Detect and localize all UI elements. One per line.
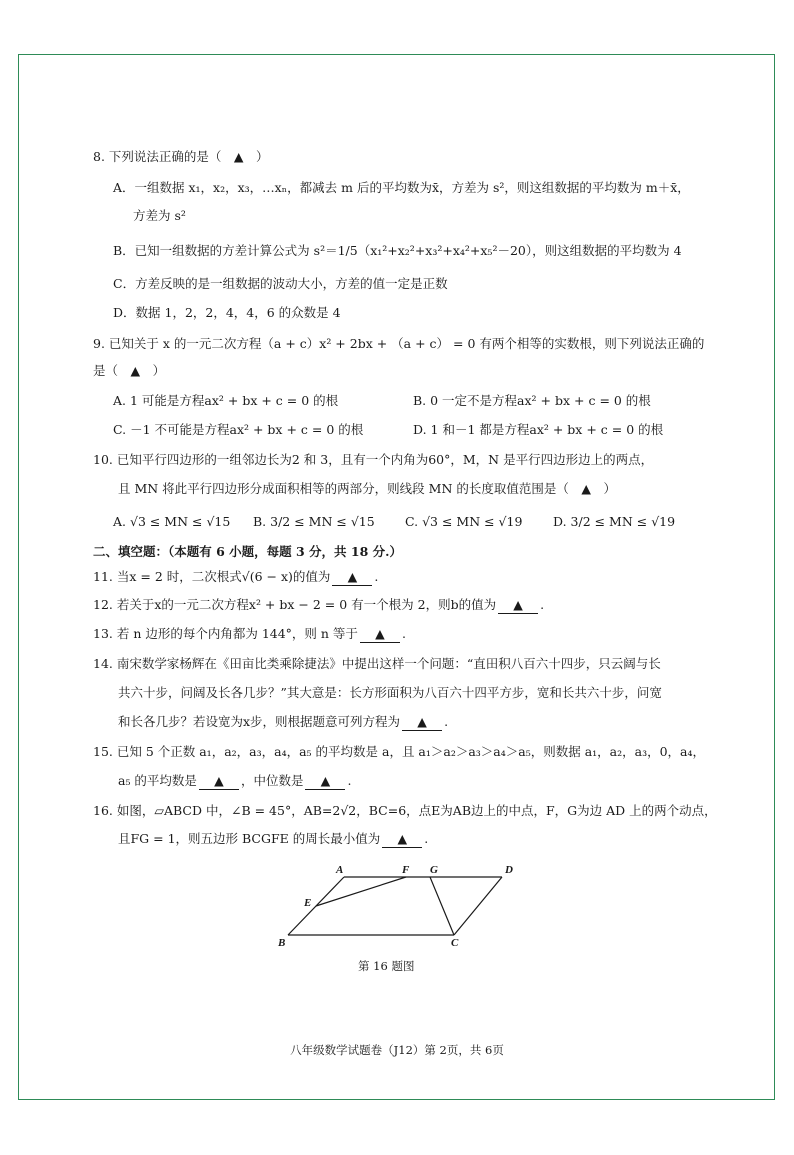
q13 (93, 626, 406, 643)
q14-period: . (444, 714, 449, 729)
edge-dc (454, 877, 502, 935)
label-a: A (336, 864, 344, 876)
q12-period: . (540, 597, 545, 612)
page-footer: 八年级数学试题卷（J12）第 2页，共 6页 (290, 1043, 504, 1057)
q11-answer-blank[interactable]: ▲ (332, 569, 372, 586)
q16-period: . (424, 831, 429, 846)
label-b: B (278, 937, 286, 949)
q16-line1: 16. 如图，▱ABCD 中，∠B = 45°，AB=2√2，BC=6，点E为AB边上的中点，F，G为边 AD 上的两个动点， (93, 803, 717, 818)
parallelogram-figure (270, 858, 530, 958)
q8-option-a-cont: 方差为 s² (133, 208, 186, 223)
q9-stem: 9. 已知关于 x 的一元二次方程（a + c）x² + 2bx + （a + c） = 0 有两个相等的实数根，则下列说法正确的 (93, 336, 705, 351)
q8-stem: 8. 下列说法正确的是（ ▲ ） (93, 149, 269, 164)
q10-option-c: C. √3 ≤ MN ≤ √19 (405, 514, 523, 529)
q12-text: 12. 若关于x的一元二次方程x² + bx − 2 = 0 有一个根为 2，则b的值为 (93, 597, 497, 612)
q8-option-c: C．方差反映的是一组数据的波动大小，方差的值一定是正数 (113, 276, 448, 291)
q9-option-a: A. 1 可能是方程ax² + bx + c = 0 的根 (113, 393, 339, 408)
q16-answer-blank[interactable]: ▲ (382, 831, 422, 848)
q9-option-b: B. 0 一定不是方程ax² + bx + c = 0 的根 (413, 393, 651, 408)
label-d: D (505, 864, 513, 876)
q13-answer-blank[interactable]: ▲ (360, 626, 400, 643)
q14-answer-blank[interactable]: ▲ (402, 714, 442, 731)
q10-option-b: B. 3/2 ≤ MN ≤ √15 (253, 514, 375, 529)
q8-option-d: D．数据 1，2，2，4，4，6 的众数是 4 (113, 305, 341, 320)
label-f: F (402, 864, 410, 876)
q14-text: 和长各几步？若设宽为x步，则根据题意可列方程为 (118, 714, 401, 729)
q10-stem: 10. 已知平行四边形的一组邻边长为2 和 3，且有一个内角为60°，M，N 是平行四边形边上的两点， (93, 452, 654, 467)
q12-answer-blank[interactable]: ▲ (498, 597, 538, 614)
figure-caption: 第 16 题图 (358, 959, 415, 973)
q10-stem-cont: 且 MN 将此平行四边形分成面积相等的两部分，则线段 MN 的长度取值范围是（ ▲ ） (118, 481, 616, 496)
q13-period: . (401, 626, 406, 641)
q14-line3 (118, 714, 448, 731)
section-heading-fill-in: 二、填空题：（本题有 6 小题，每题 3 分，共 18 分.） (93, 544, 403, 559)
q10-option-d: D. 3/2 ≤ MN ≤ √19 (553, 514, 676, 529)
label-g: G (430, 864, 438, 876)
label-c: C (451, 937, 459, 949)
q11 (93, 569, 378, 586)
q15-answer-blank-1[interactable]: ▲ (199, 773, 239, 790)
q8-option-b: B．已知一组数据的方差计算公式为 s²＝1/5（x₁²+x₂²+x₃²+x₄²+x₅²－20），则这组数据的平均数为 4 (113, 243, 682, 258)
q14-line2: 共六十步，问阔及长各几步？”其大意是：长方形面积为八百六十四平方步，宽和长共六十步，问宽 (118, 685, 662, 700)
q9-option-c: C. －1 不可能是方程ax² + bx + c = 0 的根 (113, 422, 364, 437)
q11-text: 11. 当x = 2 时，二次根式√(6 − x)的值为 (93, 569, 331, 584)
q15-line1: 15. 已知 5 个正数 a₁，a₂，a₃，a₄，a₅ 的平均数是 a，且 a₁＞a₂＞a₃＞a₄＞a₅，则数据 a₁，a₂，a₃，0，a₄， (93, 744, 706, 759)
q16-line2 (118, 831, 428, 848)
q10-option-a: A. √3 ≤ MN ≤ √15 (113, 514, 231, 529)
segment-gc (430, 877, 454, 935)
q11-period: . (374, 569, 379, 584)
q16-text: 且FG = 1，则五边形 BCGFE 的周长最小值为 (118, 831, 381, 846)
q14-line1: 14. 南宋数学家杨辉在《田亩比类乘除捷法》中提出这样一个问题：“直田积八百六十四步，只云阔与长 (93, 656, 661, 671)
q9-stem-cont: 是（ ▲ ） (93, 363, 166, 378)
q13-text: 13. 若 n 边形的每个内角都为 144°，则 n 等于 (93, 626, 358, 641)
q9-option-d: D. 1 和－1 都是方程ax² + bx + c = 0 的根 (413, 422, 664, 437)
q15-answer-blank-2[interactable]: ▲ (305, 773, 345, 790)
q15-line2 (118, 773, 351, 790)
q15-text: a₅ 的平均数是 (118, 773, 197, 788)
label-e: E (304, 897, 312, 909)
q15-text-mid: ，中位数是 (240, 773, 304, 788)
q15-period: . (347, 773, 352, 788)
q8-option-a: A．一组数据 x₁，x₂，x₃，…xₙ，都减去 m 后的平均数为x̄，方差为 s²，则这组数据的平均数为 m＋x̄， (113, 180, 690, 195)
q12 (93, 597, 544, 614)
